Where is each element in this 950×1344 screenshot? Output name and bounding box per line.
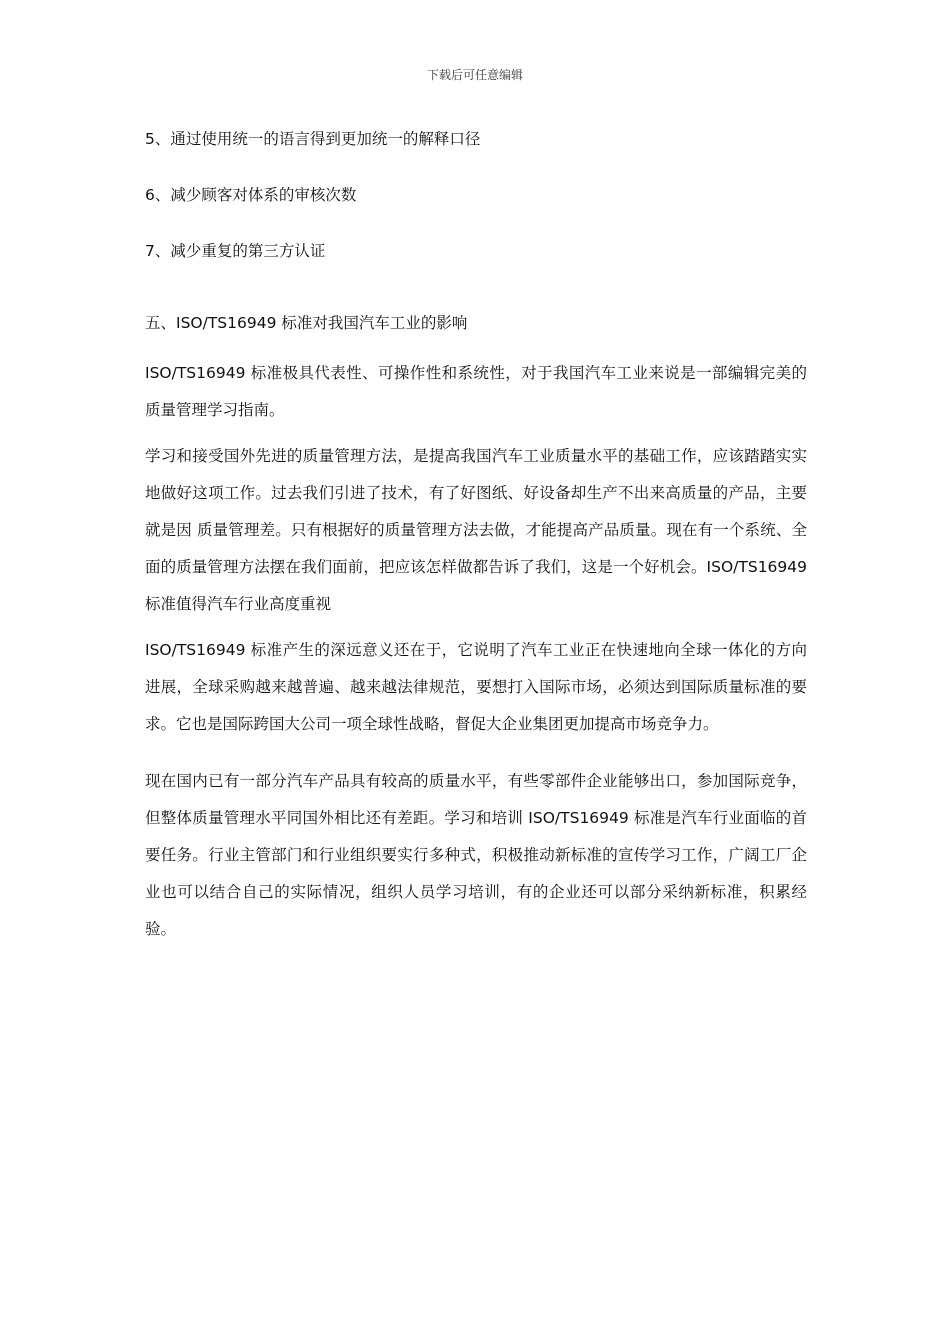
document-body <box>145 121 807 957</box>
paragraph-2: 学习和接受国外先进的质量管理方法，是提高我国汽车工业质量水平的基础工作，应该踏踏实实地做好这项工作。过去我们引进了技术，有了好图纸、好设备却生产不出来高质量的产品，主要就是因 质量管理差。只有根据好的质量管理方法去做，才能提高产品质量。现在有一个系统、全面的质量管理方法摆在我们面前，把应该怎样做都告诉了我们，这是一个好机会。ISO/TS16949 标准值得汽车行业高度重视 <box>145 447 807 613</box>
section-title: 五、ISO/TS16949 标准对我国汽车工业的影响 <box>145 314 468 332</box>
list-item-5: 5、通过使用统一的语言得到更加统一的解释口径 <box>145 130 481 148</box>
paragraph-3: ISO/TS16949 标准产生的深远意义还在于，它说明了汽车工业正在快速地向全球一体化的方向进展，全球采购越来越普遍、越来越法律规范，要想打入国际市场，必须达到国际质量标准的要求。它也是国际跨国大公司一项全球性战略，督促大企业集团更加提高市场竞争力。 <box>145 641 807 733</box>
paragraph-1: ISO/TS16949 标准极具代表性、可操作性和系统性，对于我国汽车工业来说是一部编辑完美的质量管理学习指南。 <box>145 364 807 419</box>
header-note: 下载后可任意编辑 <box>426 68 523 82</box>
list-item-7: 7、减少重复的第三方认证 <box>145 242 326 260</box>
paragraph-4: 现在国内已有一部分汽车产品具有较高的质量水平，有些零部件企业能够出口，参加国际竞争，但整体质量管理水平同国外相比还有差距。学习和培训 ISO/TS16949 标准是汽车行业面临的首要任务。行业主管部门和行业组织要实行多种式，积极推动新标准的宣传学习工作，广阔工厂企业也可以结合自己的实际情况，组织人员学习培训，有的企业还可以部分采纳新标准，积累经验。 <box>145 772 807 938</box>
list-item-6: 6、减少顾客对体系的审核次数 <box>145 186 357 204</box>
